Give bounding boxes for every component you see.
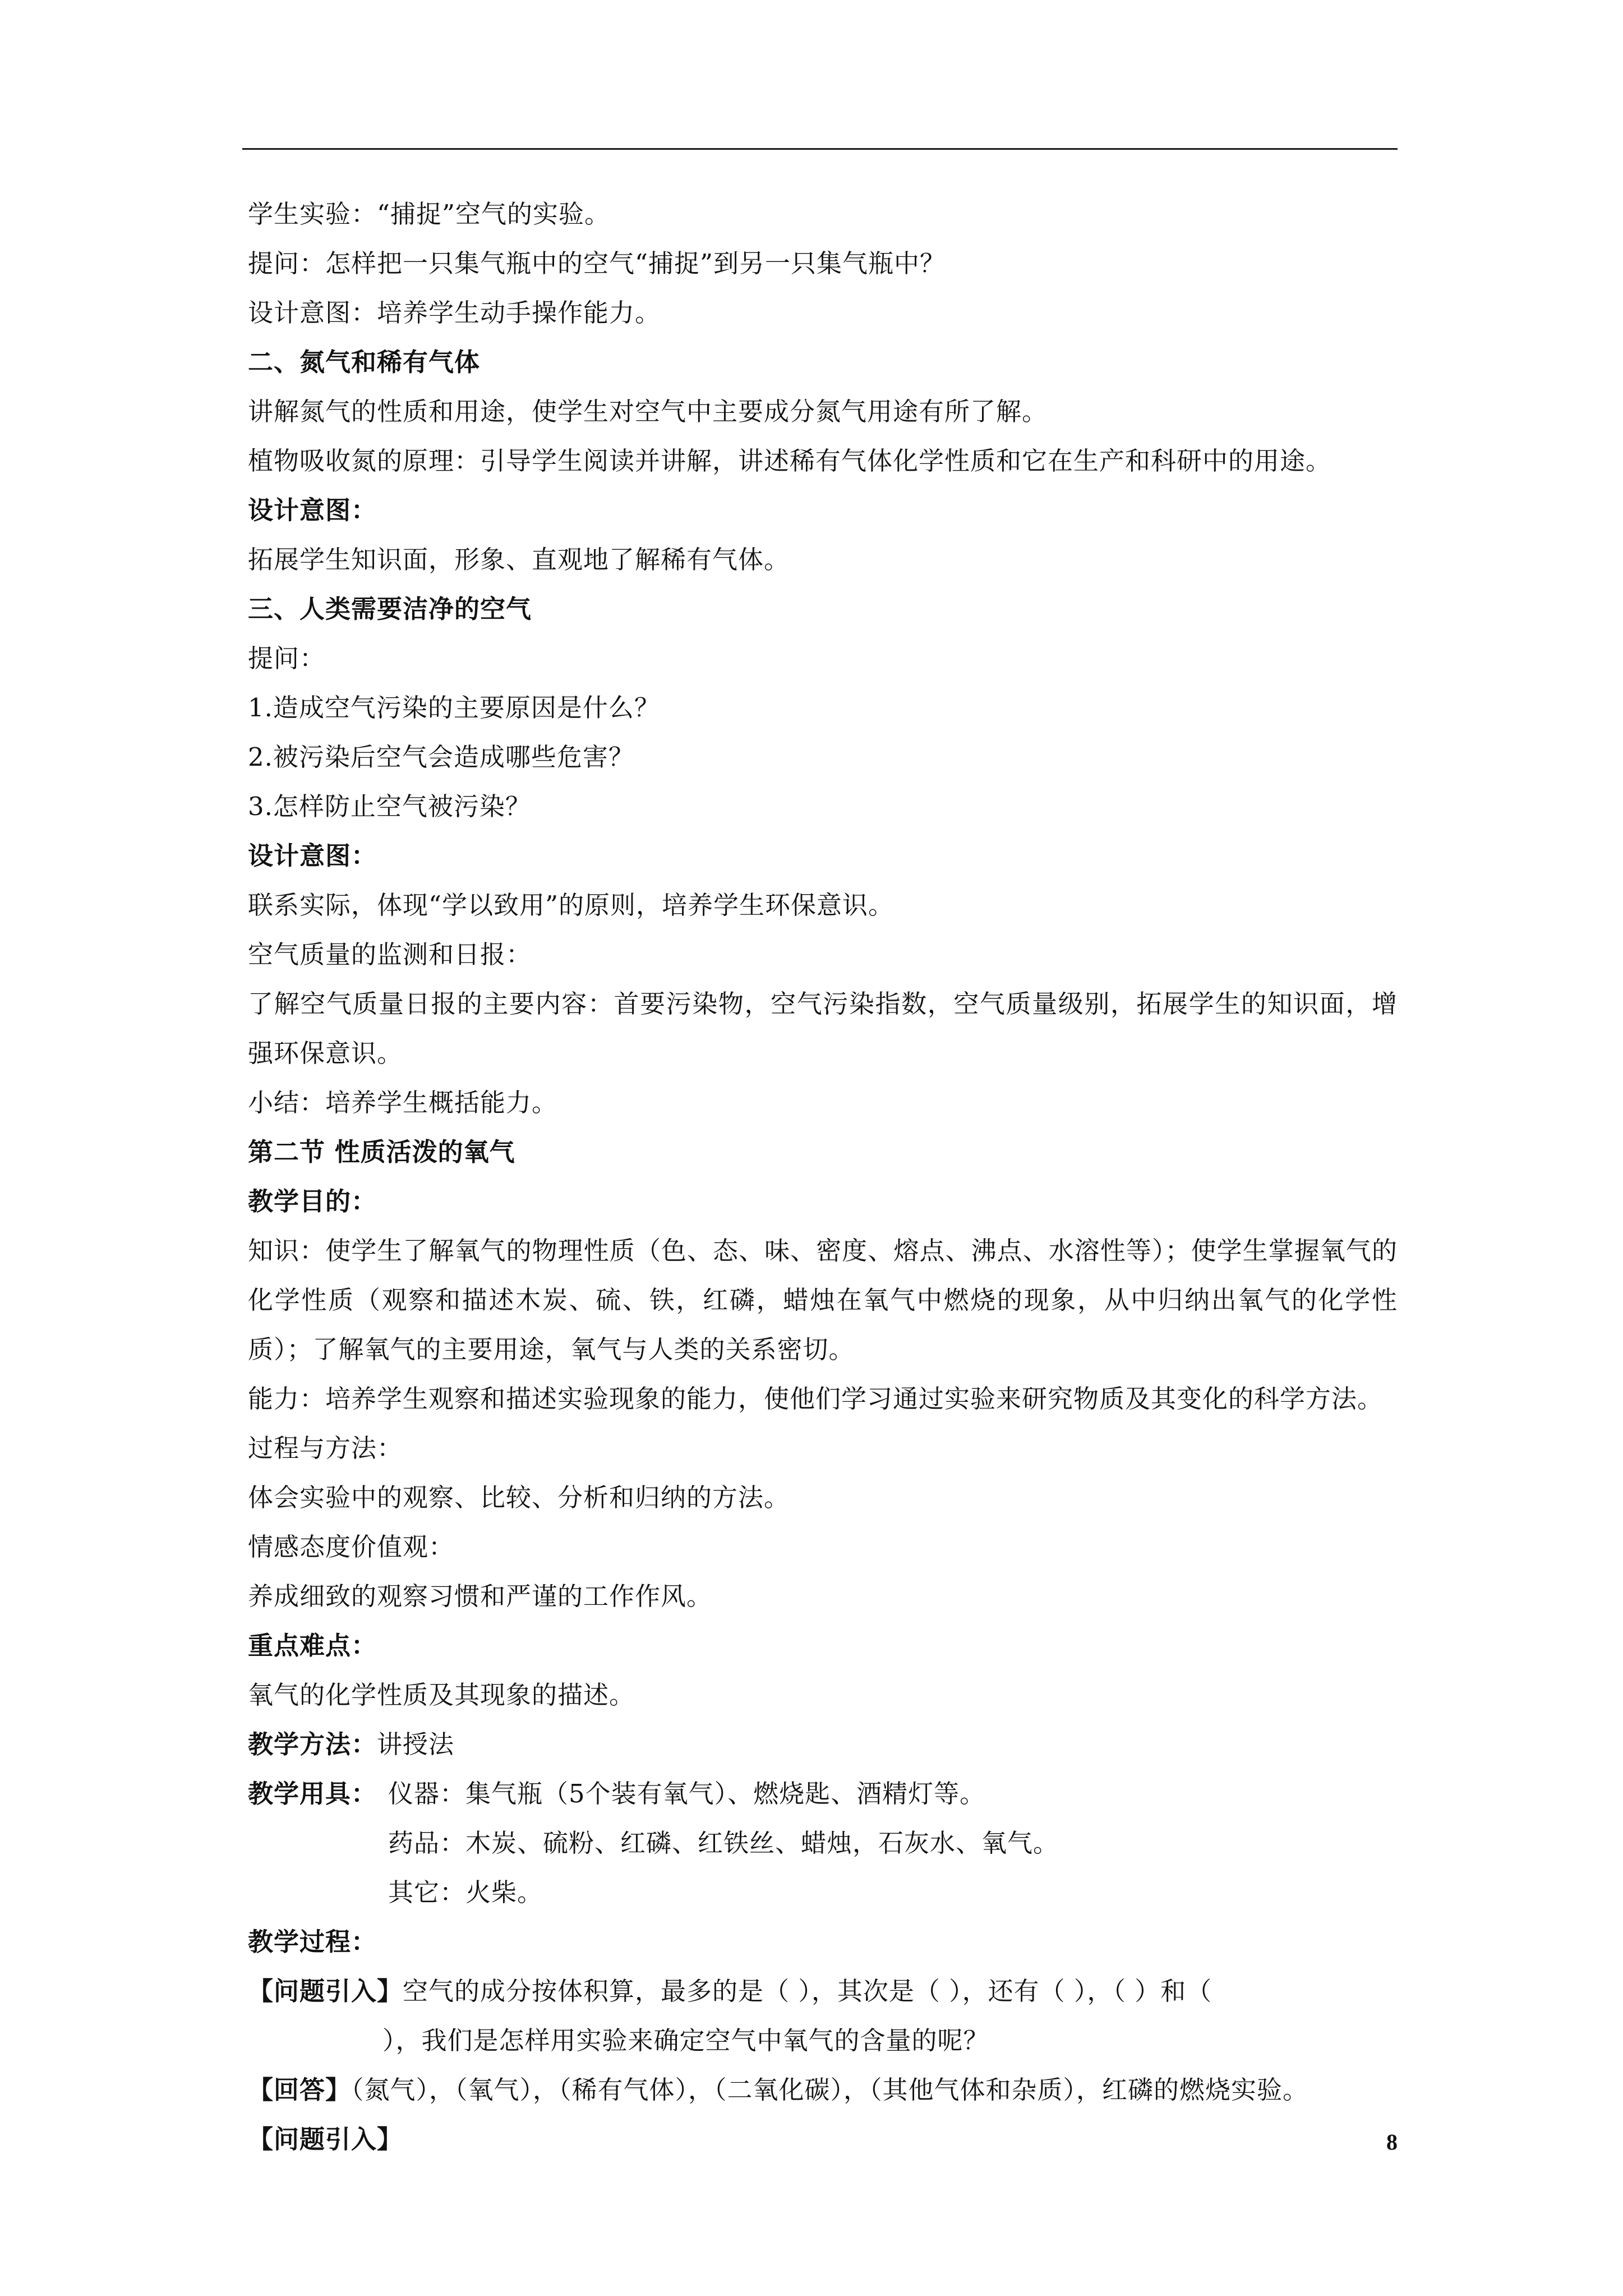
header-rule: [242, 148, 1398, 150]
document-body: [248, 190, 1398, 2164]
text-line: 氧气的化学性质及其现象的描述。: [248, 1680, 635, 1710]
paragraph: 植物吸收氮的原理：引导学生阅读并讲解，讲述稀有气体化学性质和它在生产和科研中的用途。: [248, 446, 1332, 476]
question-intro-block: [248, 1967, 1398, 2065]
text-line: 情感态度价值观：: [248, 1532, 455, 1562]
question-intro-line: [248, 1967, 1398, 2016]
teaching-method-label: 教学方法：: [248, 1729, 377, 1759]
paragraph: 能力：培养学生观察和描述实验现象的能力，使他们学习通过实验来研究物质及其变化的科学方法。: [248, 1384, 1384, 1414]
paragraph: 了解空气质量日报的主要内容：首要污染物，空气污染指数，空气质量级别，拓展学生的知识面，增强环保意识。: [248, 989, 1398, 1068]
answer-paragraph: [248, 2065, 1398, 2115]
text-line: 拓展学生知识面，形象、直观地了解稀有气体。: [248, 545, 790, 574]
answer-label: 【回答】: [248, 2075, 352, 2105]
text-line: 学生实验：“捕捉”空气的实验。: [248, 199, 611, 229]
key-points-label: 重点难点：: [248, 1631, 377, 1660]
text-line: 设计意图：培养学生动手操作能力。: [248, 298, 661, 328]
question-intro-label: 【问题引入】: [248, 2124, 403, 2154]
teaching-tools: [248, 1769, 1398, 1917]
text-line: 提问：怎样把一只集气瓶中的空气“捕捉”到另一只集气瓶中？: [248, 249, 946, 278]
section-heading: 三、人类需要洁净的空气: [248, 594, 532, 624]
section-title: 第二节 性质活泼的氧气: [248, 1137, 515, 1167]
text-line: 联系实际，体现“学以致用”的原则，培养学生环保意识。: [248, 890, 895, 920]
question-item: 3.怎样防止空气被污染？: [248, 792, 531, 821]
text-line: 讲解氮气的性质和用途，使学生对空气中主要成分氮气用途有所了解。: [248, 397, 1048, 426]
teaching-method-value: 讲授法: [377, 1729, 455, 1759]
text-line: 体会实验中的观察、比较、分析和归纳的方法。: [248, 1483, 790, 1512]
tool-item: 药品：木炭、硫粉、红磷、红铁丝、蜡烛，石灰水、氧气。: [388, 1828, 1059, 1858]
teaching-tools-list: [388, 1769, 1398, 1917]
text-line: 过程与方法：: [248, 1433, 403, 1463]
teaching-tools-label: 教学用具：: [248, 1779, 377, 1809]
teaching-aim-label: 教学目的：: [248, 1186, 377, 1216]
text-line: 小结：培养学生概括能力。: [248, 1088, 558, 1117]
question-item: 2.被污染后空气会造成哪些危害？: [248, 742, 634, 772]
text-line: 提问：: [248, 643, 326, 673]
answer-text: （氮气），（氧气），（稀有气体），（二氧化碳），（其他气体和杂质），红磷的燃烧实验。: [351, 2075, 1309, 2105]
tool-item: 其它：火柴。: [388, 1878, 543, 1907]
question-intro-label: 【问题引入】: [248, 1976, 403, 2006]
teaching-process-label: 教学过程：: [248, 1927, 377, 1957]
design-intent-label: 设计意图：: [248, 841, 377, 871]
text-line: 空气质量的监测和日报：: [248, 940, 532, 969]
question-intro-continuation: ），我们是怎样用实验来确定空气中氧气的含量的呢？: [382, 2026, 989, 2055]
paragraph: 知识：使学生了解氧气的物理性质（色、态、味、密度、熔点、沸点、水溶性等）；使学生掌握氧气的化学性质（观察和描述木炭、硫、铁，红磷，蜡烛在氧气中燃烧的现象，从中归纳出氧气的化学性质）；了解氧气的主要用途，氧气与人类的关系密切。: [248, 1236, 1398, 1364]
teaching-method: [248, 1720, 1398, 1769]
question-intro-text: 空气的成分按体积算，最多的是（ ），其次是（ ），还有（ ），（ ）和（: [403, 1976, 1212, 2006]
page-number: 8: [1386, 2129, 1398, 2155]
design-intent-label: 设计意图：: [248, 495, 377, 525]
tool-item: 仪器：集气瓶（5个装有氧气）、燃烧匙、酒精灯等。: [388, 1779, 986, 1809]
question-item: 1.造成空气污染的主要原因是什么？: [248, 693, 660, 723]
section-heading: 二、氮气和稀有气体: [248, 347, 481, 377]
text-line: 养成细致的观察习惯和严谨的工作作风。: [248, 1581, 713, 1611]
